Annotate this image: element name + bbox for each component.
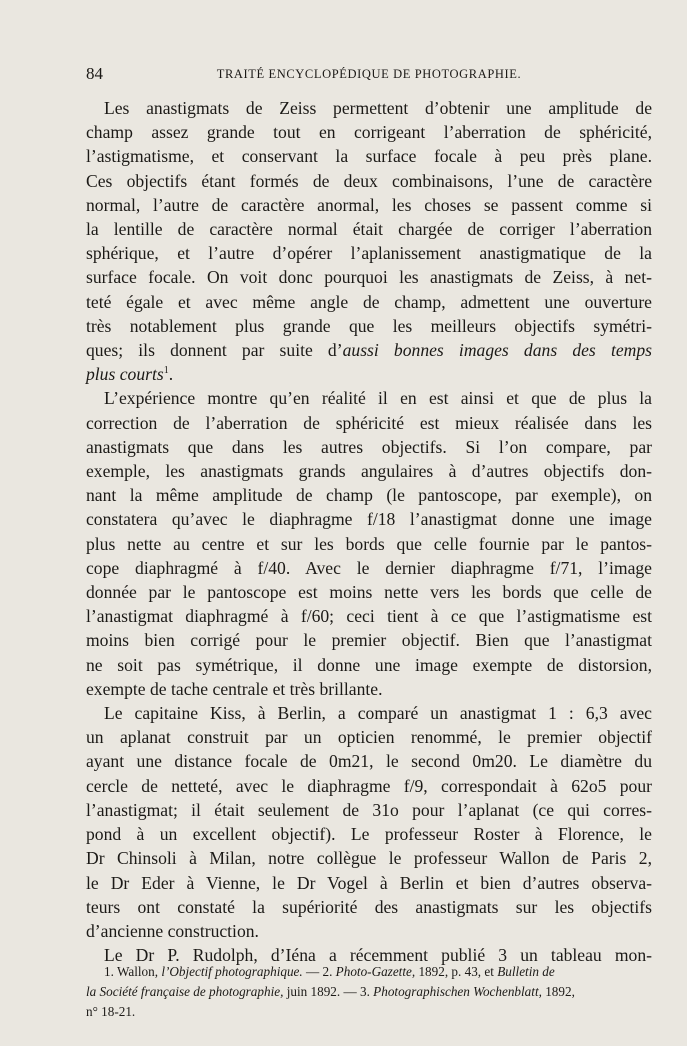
text-line: nant la même amplitude de champ (le pantoscope, par exemple), on xyxy=(86,485,652,506)
text-line: très notablement plus grande que les meilleurs objectifs symétri- xyxy=(86,315,652,336)
footnote-label: 1. Wallon, xyxy=(104,964,159,979)
text-line: donnée par le pantoscope est moins nette vers les bords que celle de xyxy=(86,582,652,603)
text-segment: . xyxy=(168,364,174,385)
text-line: l’astigmatisme, et conservant la surface focale à peu près plane. xyxy=(86,146,652,167)
paragraph-2 xyxy=(86,386,652,701)
text-line xyxy=(86,338,652,362)
text-line: L’expérience montre qu’en réalité il en est ainsi et que de plus la xyxy=(104,388,652,409)
text-line: pond à un excellent objectif). Le professeur Roster à Florence, le xyxy=(86,824,652,845)
text-line: cercle de netteté, avec le diaphragme f/9, correspondait à 62o5 pour xyxy=(86,775,652,796)
footnote-ref: 1892, xyxy=(545,984,575,999)
text-line: surface focale. On voit donc pourquoi les anastigmats de Zeiss, à net- xyxy=(86,267,652,288)
text-line: l’anastigmat; il était seulement de 31o pour l’aplanat (ce qui corres- xyxy=(86,799,652,820)
text-line: exemple, les anastigmats grands angulaires à d’autres objectifs don- xyxy=(86,461,652,482)
page-number: 84 xyxy=(86,64,103,83)
text-line: constatera qu’avec le diaphragme f/18 l’anastigmat donne une image xyxy=(86,509,652,530)
text-line: l’anastigmat diaphragmé à f/60; ceci tient à ce que l’astigmatisme est xyxy=(86,606,652,627)
footnote-title: l’Objectif photographique. xyxy=(161,964,303,979)
text-line: correction de l’aberration de sphéricité est mieux réalisée dans les xyxy=(86,412,652,433)
text-line: la lentille de caractère normal était chargée de corriger l’aberration xyxy=(86,219,652,240)
text-line: ne soit pas symétrique, il donne une image exempte de distorsion, xyxy=(86,654,652,675)
footnote-line xyxy=(86,962,652,982)
footnote-title: la Société française de photographie, xyxy=(86,984,284,999)
footnote-ref: 1892, p. 43, et xyxy=(418,964,494,979)
page-header xyxy=(86,64,652,86)
text-line: teté égale et avec même angle de champ, admettent une ouverture xyxy=(86,291,652,312)
running-title: TRAITÉ ENCYCLOPÉDIQUE DE PHOTOGRAPHIE. xyxy=(216,67,522,81)
text-line: normal, l’autre de caractère anormal, les choses se passent comme si xyxy=(86,194,652,215)
italic-phrase: aussi bonnes images dans des temps xyxy=(342,340,652,361)
footnote-title: Photo-Gazette, xyxy=(335,964,416,979)
text-line: Ces objectifs étant formés de deux combinaisons, l’une de caractère xyxy=(86,170,652,191)
text-line: Les anastigmats de Zeiss permettent d’obtenir une amplitude de xyxy=(104,98,652,118)
text-line: Le capitaine Kiss, à Berlin, a comparé un anastigmat 1 : 6,3 avec xyxy=(104,703,652,724)
footnote-ref: n° 18-21. xyxy=(86,1004,136,1019)
text-line: Le Dr P. Rudolph, d’Iéna a récemment publié 3 un tableau mon- xyxy=(104,945,652,966)
text-line: teurs ont constaté la supériorité des anastigmats sur les objectifs xyxy=(86,896,652,917)
footnote-ref: 1 xyxy=(163,365,169,377)
text-segment: ques; ils donnent par suite d’ xyxy=(86,340,343,361)
paragraph-1 xyxy=(86,96,652,386)
footnote-title: Photographischen Wochenblatt, xyxy=(373,984,542,999)
footnote-ref: juin 1892. — 3. xyxy=(286,984,370,999)
footnote-line xyxy=(86,1002,652,1022)
paragraph-3 xyxy=(86,701,652,967)
footnotes xyxy=(86,962,652,1022)
body-text xyxy=(86,96,652,967)
text-line: le Dr Eder à Vienne, le Dr Vogel à Berlin et bien d’autres observa- xyxy=(86,872,652,893)
text-line: plus nette au centre et sur les bords que celle fournie par le pantos- xyxy=(86,533,652,554)
text-line: un aplanat construit par un opticien renommé, le premier objectif xyxy=(86,727,652,748)
text-line: moins bien corrigé pour le premier objectif. Bien que l’anastigmat xyxy=(86,630,652,651)
text-line: exempte de tache centrale et très brillante. xyxy=(86,678,383,699)
text-line: ayant une distance focale de 0m21, le second 0m20. Le diamètre du xyxy=(86,751,652,772)
text-line xyxy=(86,362,652,386)
text-line: anastigmats que dans les autres objectifs. Si l’on compare, par xyxy=(86,436,652,457)
italic-phrase: plus courts xyxy=(86,364,164,385)
text-line: cope diaphragmé à f/40. Avec le dernier diaphragme f/71, l’image xyxy=(86,557,652,578)
text-line: d’ancienne construction. xyxy=(86,920,259,941)
text-line: sphérique, et l’autre d’opérer l’aplanissement anastigmatique de la xyxy=(86,243,652,264)
footnote-line xyxy=(86,982,652,1002)
footnote-title: Bulletin de xyxy=(497,964,555,979)
text-line: Dr Chinsoli à Milan, notre collègue le professeur Wallon de Paris 2, xyxy=(86,848,652,869)
footnote-label: — 2. xyxy=(306,964,333,979)
text-line: champ assez grande tout en corrigeant l’aberration de sphéricité, xyxy=(86,122,652,143)
